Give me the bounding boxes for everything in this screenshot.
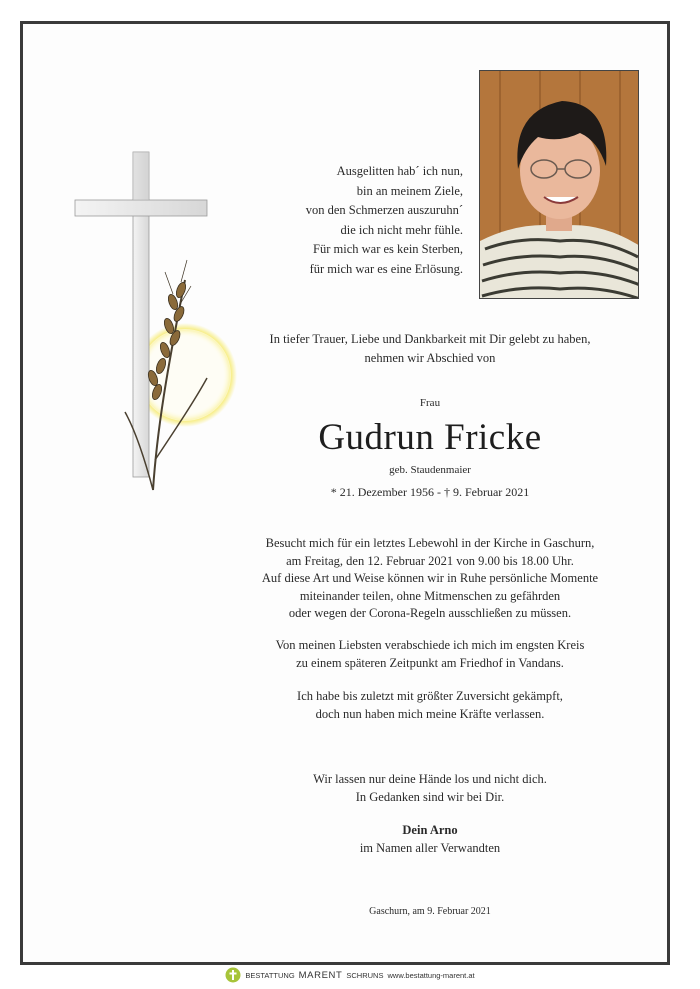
paragraph-line: Von meinen Liebsten verabschiede ich mich im engsten Kreis	[275, 638, 585, 652]
paragraph-line: Ich habe bis zuletzt mit größter Zuversicht gekämpft,	[297, 689, 563, 703]
poem-line: Für mich war es kein Sterben,	[313, 242, 463, 256]
poem-line: Ausgelitten hab´ ich nun,	[336, 164, 463, 178]
maiden-name: geb. Staudenmaier	[389, 464, 471, 476]
footer-brand: MARENT	[298, 969, 343, 981]
paragraph-line: In Gedanken sind wir bei Dir.	[355, 789, 505, 804]
funeral-home-logo-icon	[225, 967, 241, 983]
farewell-paragraph	[110, 771, 700, 806]
intro-line: In tiefer Trauer, Liebe und Dankbarkeit mit Dir gelebt zu haben,	[269, 332, 591, 346]
intro-line: nehmen wir Abschied von	[364, 351, 496, 365]
paragraph-line: Besucht mich für ein letztes Lebewohl in der Kirche in Gaschurn,	[265, 536, 595, 550]
paragraph-line: am Freitag, den 12. Februar 2021 von 9.00 bis 18.00 Uhr.	[286, 553, 574, 568]
paragraph-line: doch nun haben mich meine Kräfte verlassen.	[315, 706, 545, 721]
place-date: Gaschurn, am 9. Februar 2021	[369, 906, 491, 917]
portrait-photo	[479, 70, 639, 299]
poem-line: bin an meinem Ziele,	[356, 183, 463, 198]
poem-line: von den Schmerzen auszuruhn´	[305, 203, 463, 217]
burial-paragraph	[110, 637, 700, 672]
cross-horizontal	[75, 200, 207, 216]
signer-name: Dein Arno	[402, 823, 458, 837]
deceased-name: Gudrun Fricke	[318, 417, 542, 458]
footer-url[interactable]: www.bestattung-marent.at	[387, 970, 475, 980]
intro-text	[110, 330, 700, 368]
footer-city: SCHRUNS	[346, 970, 384, 980]
struggle-paragraph	[110, 688, 700, 723]
paragraph-line: Wir lassen nur deine Hände los und nicht dich.	[313, 772, 547, 786]
paragraph-line: zu einem späteren Zeitpunkt am Friedhof in Vandans.	[296, 655, 564, 670]
poem-line: die ich nicht mehr fühle.	[340, 222, 463, 237]
salutation: Frau	[419, 397, 441, 409]
footer	[0, 965, 700, 985]
signer-subtitle: im Namen aller Verwandten	[359, 841, 501, 855]
poem-line: für mich war es eine Erlösung.	[309, 261, 463, 276]
paragraph-line: Auf diese Art und Weise können wir in Ruhe persönliche Momente	[261, 571, 599, 585]
poem	[250, 162, 463, 279]
paragraph-line: oder wegen der Corona-Regeln ausschließen zu müssen.	[288, 606, 572, 620]
visitation-paragraph	[110, 535, 700, 623]
life-dates: * 21. Dezember 1956 - † 9. Februar 2021	[330, 485, 530, 499]
footer-prefix: BESTATTUNG	[245, 970, 295, 980]
paragraph-line: miteinander teilen, ohne Mitmenschen zu gefährden	[299, 588, 561, 603]
